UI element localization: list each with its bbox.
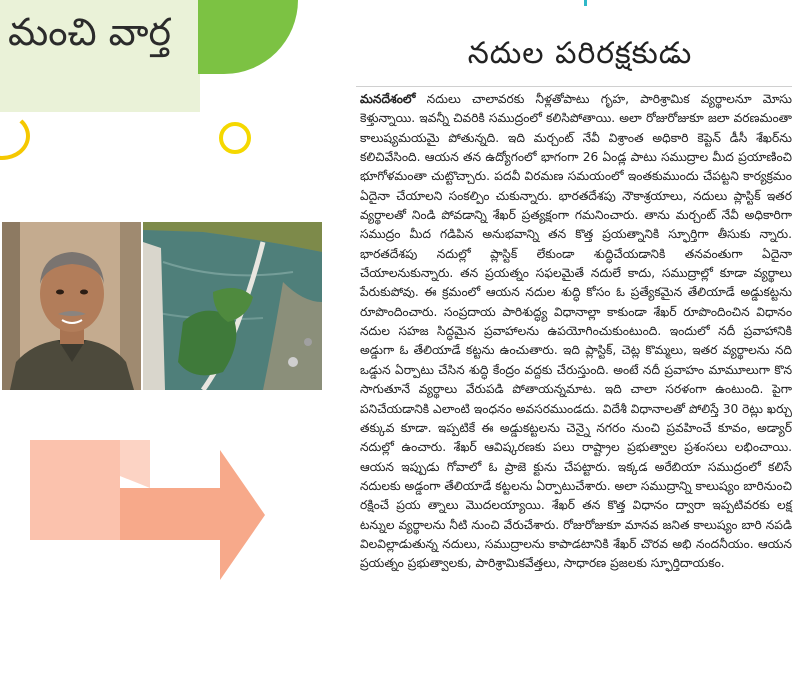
circle-ring-icon <box>219 122 251 154</box>
section-title: మంచి వార్త <box>8 10 172 54</box>
article-body-text: నదులు చాలావరకు నీళ్లతోపాటు గృహ, పారిశ్రామిక వ్యర్థాలనూ మోసు కెళ్తున్నాయి. ఇవన్నీ చివరికి సముద్రంలో కలిసిపోతాయి. అలా రోజురోజుకూ జలా వరణమంతా కాలుష్యమయమై పోతున్నది. ఇది మర్చంట్ నేవీ విశ్రాంత అధికారి కెప్టెన్ డీసీ శేఖర్‌ను కలిచివేసింది. ఆయన తన ఉద్యోగంలో భాగంగా 26 ఏండ్ల పాటు సముద్రాల మీద ప్రయాణించి భూగోళమంతా చుట్టొచ్చారు. పదవీ విరమణ సమయంలో ఇంతకుముందు చేపట్టని కార్యక్రమం ఏదైనా చేయాలని సంకల్పిం చుకున్నారు. భారతదేశపు నౌకాశ్రయాలు, నదులు ప్లాస్టిక్ ఇతర వ్యర్థాలతో నిండి పోవడాన్ని శేఖర్ ప్రత్యక్షంగా గమనించారు. తాను మర్చంట్ నేవీ అధికారిగా సముద్రం మీద గడిపిన అనుభవాన్ని తన కొత్త ప్రయత్నానికి స్ఫూర్తిగా తీసుకు న్నారు. భారతదేశపు నదుల్లో ప్లాస్టిక్ లేకుండా శుద్ధిచేయడానికి తనవంతుగా ఏదైనా చేయాలనుకున్నారు. తన ప్రయత్నం సఫలమైతే నదులే కాదు, సముద్రాల్లో కూడా వ్యర్థాలు పేరుకుపోవు. ఈ క్రమంలో ఆయన నదుల శుద్ధి కోసం ఓ ప్రత్యేకమైన తేలియాడే అడ్డుకట్టను రూపొందించారు. సంప్రదాయ పారిశుద్ధ్య విధానాల్లా కాకుండా శేఖర్ రూపొందించిన విధానం నదుల సహజ సిద్ధమైన ప్రవాహాలను ఉపయోగించుకుంటుంది. ఇందులో నదీ ప్రవాహానికి అడ్డుగా ఓ తేలియాడే కట్టను ఉంచుతారు. ఇది ప్లాస్టిక్, చెట్ల కొమ్మలు, ఇతర వ్యర్థాలను నది ఒడ్డున ఏర్పాటు చేసిన శుద్ధి కేంద్రం వద్దకు చేరుస్తుంది. అంటే నదీ ప్రవాహం మామూలుగా కొన సాగుతూనే వ్యర్థాలు వేరుపడి పోతాయన్నమాట. ఇది చాలా సరళంగా ఉంటుంది. పైగా పనిచేయడానికి ఎలాంటి ఇంధనం అవసరముండదు. విదేశీ విధానాలతో పోలిస్తే 30 రెట్లు ఖర్చు తక్కువ కూడా. ఇప్పటికే ఈ అడ్డుకట్టలను చెన్నై నగరం నుంచి ప్రవహించే కూవం, అడ్యార్ నదుల్లో ఉంచారు. శేఖర్ ఆవిష్కరణకు పలు రాష్ట్రాల ప్రభుత్వాల ప్రశంసలు లభించాయి. ఆయన ఇప్పుడు గోవాలో ఓ ప్రాజె క్టును చేపట్టారు. ఇక్కడ అరేబియా సముద్రంలో కలిసే నదులకు అడ్డంగా తేలియాడే కట్టలను ఏర్పాటుచేశారు. అలా సముద్రాన్ని కాలుష్యం బారినుంచి రక్షించే ప్రయ త్నాలు మొదలయ్యాయి. శేఖర్ తన కొత్త విధానం ద్వారా ఇప్పటివరకు లక్ష టన్నుల వ్యర్థాలను నీటి నుంచి వేరుచేశారు. రోజురోజుకూ మానవ జనిత కాలుష్యం బారి నపడి విలవిల్లాడుతున్న నదులు, సముద్రాలను కాపాడటానికి శేఖర్ చొరవ అభి నందనీయం. ఆయన ప్రయత్నం ప్రభుత్వాలకు, పారిశ్రామికవేత్తలు, సాధారణ ప్రజలకు స్ఫూర్తిదాయకం. <box>360 92 792 571</box>
river-barrier-photo <box>143 222 322 390</box>
yellow-arc-decoration <box>0 112 30 160</box>
right-arrow-icon <box>30 440 270 580</box>
article-body <box>360 90 792 574</box>
title-divider <box>356 86 792 87</box>
portrait-photo <box>2 222 141 390</box>
article-lead: మనదేశంలో <box>360 92 416 106</box>
teal-accent-mark <box>584 0 587 6</box>
green-accent-shape <box>198 0 298 74</box>
article-title: నదుల పరిరక్షకుడు <box>467 36 693 71</box>
